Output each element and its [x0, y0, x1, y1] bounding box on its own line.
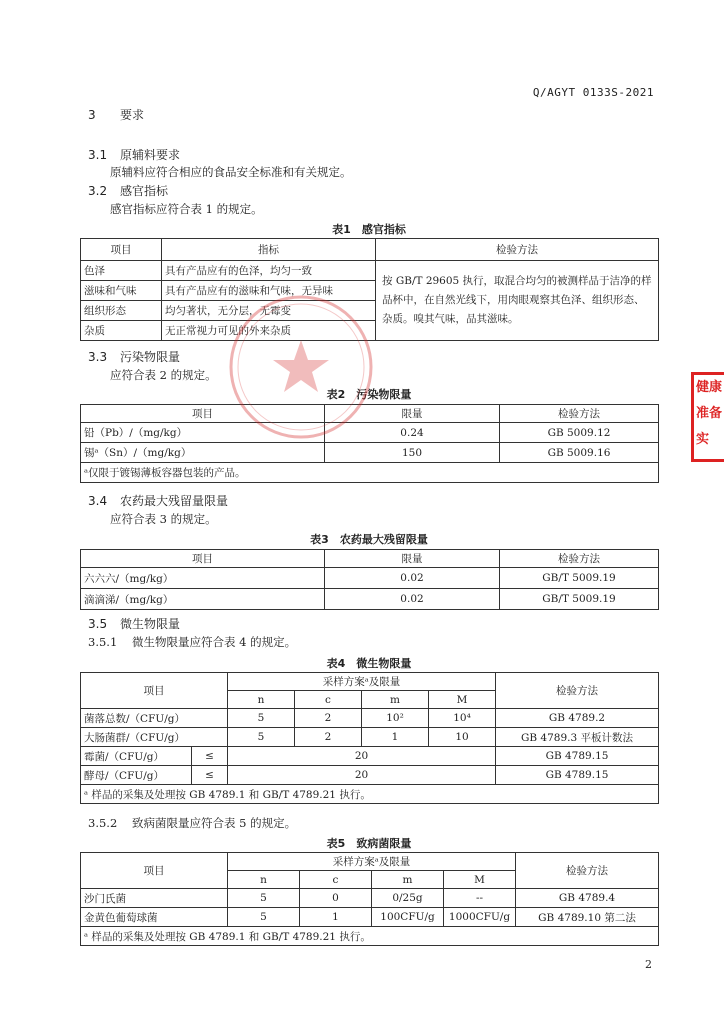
table-note: ᵃ仅限于镀锡薄板容器包装的产品。: [81, 463, 659, 483]
table-2-caption: 表2 污染物限量: [326, 388, 412, 401]
table-cell: 0: [300, 889, 372, 908]
table-cell: 0.02: [325, 568, 500, 589]
table-cell: GB 4789.2: [496, 709, 659, 728]
table-header-cell: 项目: [81, 550, 325, 568]
table-cell: 10: [429, 728, 496, 747]
table-row: [81, 728, 659, 747]
section-number: 3.3: [88, 350, 108, 364]
table-4-caption: 表4 微生物限量: [326, 657, 412, 670]
table-cell: GB 4789.15: [496, 766, 659, 785]
table-cell: GB/T 5009.19: [500, 568, 659, 589]
section-title: 感官指标: [120, 184, 169, 198]
section-3-3-text: 应符合表 2 的规定。: [110, 368, 217, 382]
table-3-caption: 表3 农药最大残留限量: [310, 533, 428, 546]
table-cell: 5: [228, 908, 300, 927]
table-cell: 锡ᵃ（Sn）/（mg/kg）: [81, 443, 325, 463]
table-cell: 六六六/（mg/kg）: [81, 568, 325, 589]
table-row: [81, 908, 659, 927]
table-row: [81, 766, 659, 785]
table-row: [81, 423, 659, 443]
table-header-cell: 限量: [325, 550, 500, 568]
section-number: 3.5: [88, 617, 108, 631]
section-3-4-text: 应符合表 3 的规定。: [110, 512, 217, 526]
table-cell: 组织形态: [81, 301, 162, 321]
table-cell: 菌落总数/（CFU/g）: [81, 709, 228, 728]
section-text: 微生物限量应符合表 4 的规定。: [132, 635, 297, 649]
table-cell: 2: [295, 709, 362, 728]
table-header-cell: 检验方法: [500, 405, 659, 423]
table-cell: 铅（Pb）/（mg/kg）: [81, 423, 325, 443]
table-cell: GB 5009.12: [500, 423, 659, 443]
table-cell: GB 4789.10 第二法: [516, 908, 659, 927]
table-1-method-cell: 按 GB/T 29605 执行，取混合均匀的被测样品于洁净的样品杯中，在自然光线下，用肉眼观察其色泽、组织形态、杂质。嗅其气味，品其滋味。: [376, 261, 659, 341]
table-cell: ≤: [192, 766, 228, 785]
section-3-4-heading: [88, 492, 228, 509]
table-header-cell: 检验方法: [376, 239, 659, 261]
table-subheader-cell: c: [295, 691, 362, 709]
table-cell: 杂质: [81, 321, 162, 341]
table-cell: GB/T 5009.19: [500, 589, 659, 610]
table-cell: 150: [325, 443, 500, 463]
table-subheader-cell: m: [372, 871, 444, 889]
section-3-5-1-text: [88, 634, 296, 650]
table-header-cell: 项目: [81, 239, 162, 261]
table-subheader-cell: c: [300, 871, 372, 889]
table-cell: 2: [295, 728, 362, 747]
section-number: 3: [88, 108, 96, 122]
table-subheader-cell: M: [444, 871, 516, 889]
table-cell: GB 4789.3 平板计数法: [496, 728, 659, 747]
edge-seal-fragment: [691, 372, 724, 462]
table-note: ᵃ 样品的采集及处理按 GB 4789.1 和 GB/T 4789.21 执行。: [81, 927, 659, 946]
table-cell: 酵母/（CFU/g）: [81, 766, 192, 785]
table-cell: 滴滴涕/（mg/kg）: [81, 589, 325, 610]
section-number: 3.4: [88, 494, 108, 508]
table-subheader-cell: m: [362, 691, 429, 709]
edge-seal-text: 健康: [696, 380, 723, 395]
table-header-cell: 项目: [81, 405, 325, 423]
table-row: [81, 568, 659, 589]
section-title: 原辅料要求: [120, 148, 181, 162]
section-3-5-2-text: [88, 815, 296, 831]
section-number: 3.5.1: [88, 635, 118, 649]
section-3-1-text: 原辅料应符合相应的食品安全标准和有关规定。: [110, 165, 352, 179]
table-cell: 5: [228, 709, 295, 728]
table-5-caption: 表5 致病菌限量: [326, 837, 412, 850]
table-5: [80, 852, 659, 946]
section-3-2-heading: [88, 182, 168, 199]
section-number: 3.5.2: [88, 816, 118, 830]
table-header-cell: 指标: [162, 239, 376, 261]
section-title: 要求: [120, 108, 145, 122]
table-subheader-cell: n: [228, 691, 295, 709]
section-3-heading: [88, 106, 144, 123]
section-title: 微生物限量: [120, 617, 181, 631]
table-cell: 5: [228, 728, 295, 747]
table-subheader-cell: M: [429, 691, 496, 709]
table-header-cell: 检验方法: [496, 673, 659, 709]
table-cell: 具有产品应有的色泽，均匀一致: [162, 261, 376, 281]
table-cell: 5: [228, 889, 300, 908]
section-title: 污染物限量: [120, 350, 181, 364]
table-cell: 100CFU/g: [372, 908, 444, 927]
table-cell: ≤: [192, 747, 228, 766]
table-cell: 0/25g: [372, 889, 444, 908]
table-4: [80, 672, 659, 804]
table-cell: 具有产品应有的滋味和气味，无异味: [162, 281, 376, 301]
section-number: 3.2: [88, 184, 108, 198]
table-cell: 均匀著状，无分层，无霉变: [162, 301, 376, 321]
table-cell: GB 4789.15: [496, 747, 659, 766]
table-row: [81, 709, 659, 728]
section-text: 致病菌限量应符合表 5 的规定。: [132, 816, 297, 830]
table-row: [81, 747, 659, 766]
table-2: [80, 404, 659, 483]
table-cell: 1: [300, 908, 372, 927]
section-3-2-text: 感官指标应符合表 1 的规定。: [110, 202, 263, 216]
table-note: ᵃ 样品的采集及处理按 GB 4789.1 和 GB/T 4789.21 执行。: [81, 785, 659, 804]
table-header-cell: 检验方法: [500, 550, 659, 568]
table-header-cell: 项目: [81, 673, 228, 709]
table-header-cell: 采样方案ᵃ及限量: [228, 673, 496, 691]
table-cell: GB 5009.16: [500, 443, 659, 463]
table-cell: 0.24: [325, 423, 500, 443]
table-row: [81, 261, 659, 281]
table-cell: 无正常视力可见的外来杂质: [162, 321, 376, 341]
table-cell: 20: [228, 766, 496, 785]
table-cell: --: [444, 889, 516, 908]
table-row: [81, 889, 659, 908]
table-cell: 1: [362, 728, 429, 747]
section-number: 3.1: [88, 148, 108, 162]
table-header-cell: 采样方案ᵃ及限量: [228, 853, 516, 871]
table-cell: 金黄色葡萄球菌: [81, 908, 228, 927]
table-cell: 20: [228, 747, 496, 766]
table-1: [80, 238, 659, 341]
table-cell: 滋味和气味: [81, 281, 162, 301]
table-cell: 1000CFU/g: [444, 908, 516, 927]
section-3-1-heading: [88, 146, 180, 163]
section-3-5-heading: [88, 615, 180, 632]
table-cell: 沙门氏菌: [81, 889, 228, 908]
section-title: 农药最大残留量限量: [120, 494, 229, 508]
table-3: [80, 549, 659, 610]
table-header-cell: 限量: [325, 405, 500, 423]
table-cell: 霉菌/（CFU/g）: [81, 747, 192, 766]
table-cell: 色泽: [81, 261, 162, 281]
table-cell: 10²: [362, 709, 429, 728]
document-code: Q/AGYT 0133S-2021: [532, 86, 654, 99]
table-row: [81, 589, 659, 610]
table-cell: 10⁴: [429, 709, 496, 728]
table-row: [81, 443, 659, 463]
table-subheader-cell: n: [228, 871, 300, 889]
section-3-3-heading: [88, 348, 180, 365]
table-cell: 0.02: [325, 589, 500, 610]
table-header-cell: 项目: [81, 853, 228, 889]
edge-seal-text: 准备实: [696, 406, 723, 447]
table-1-caption: 表1 感官指标: [332, 223, 406, 236]
table-cell: 大肠菌群/（CFU/g）: [81, 728, 228, 747]
table-cell: GB 4789.4: [516, 889, 659, 908]
page-number: 2: [645, 958, 652, 971]
table-header-cell: 检验方法: [516, 853, 659, 889]
